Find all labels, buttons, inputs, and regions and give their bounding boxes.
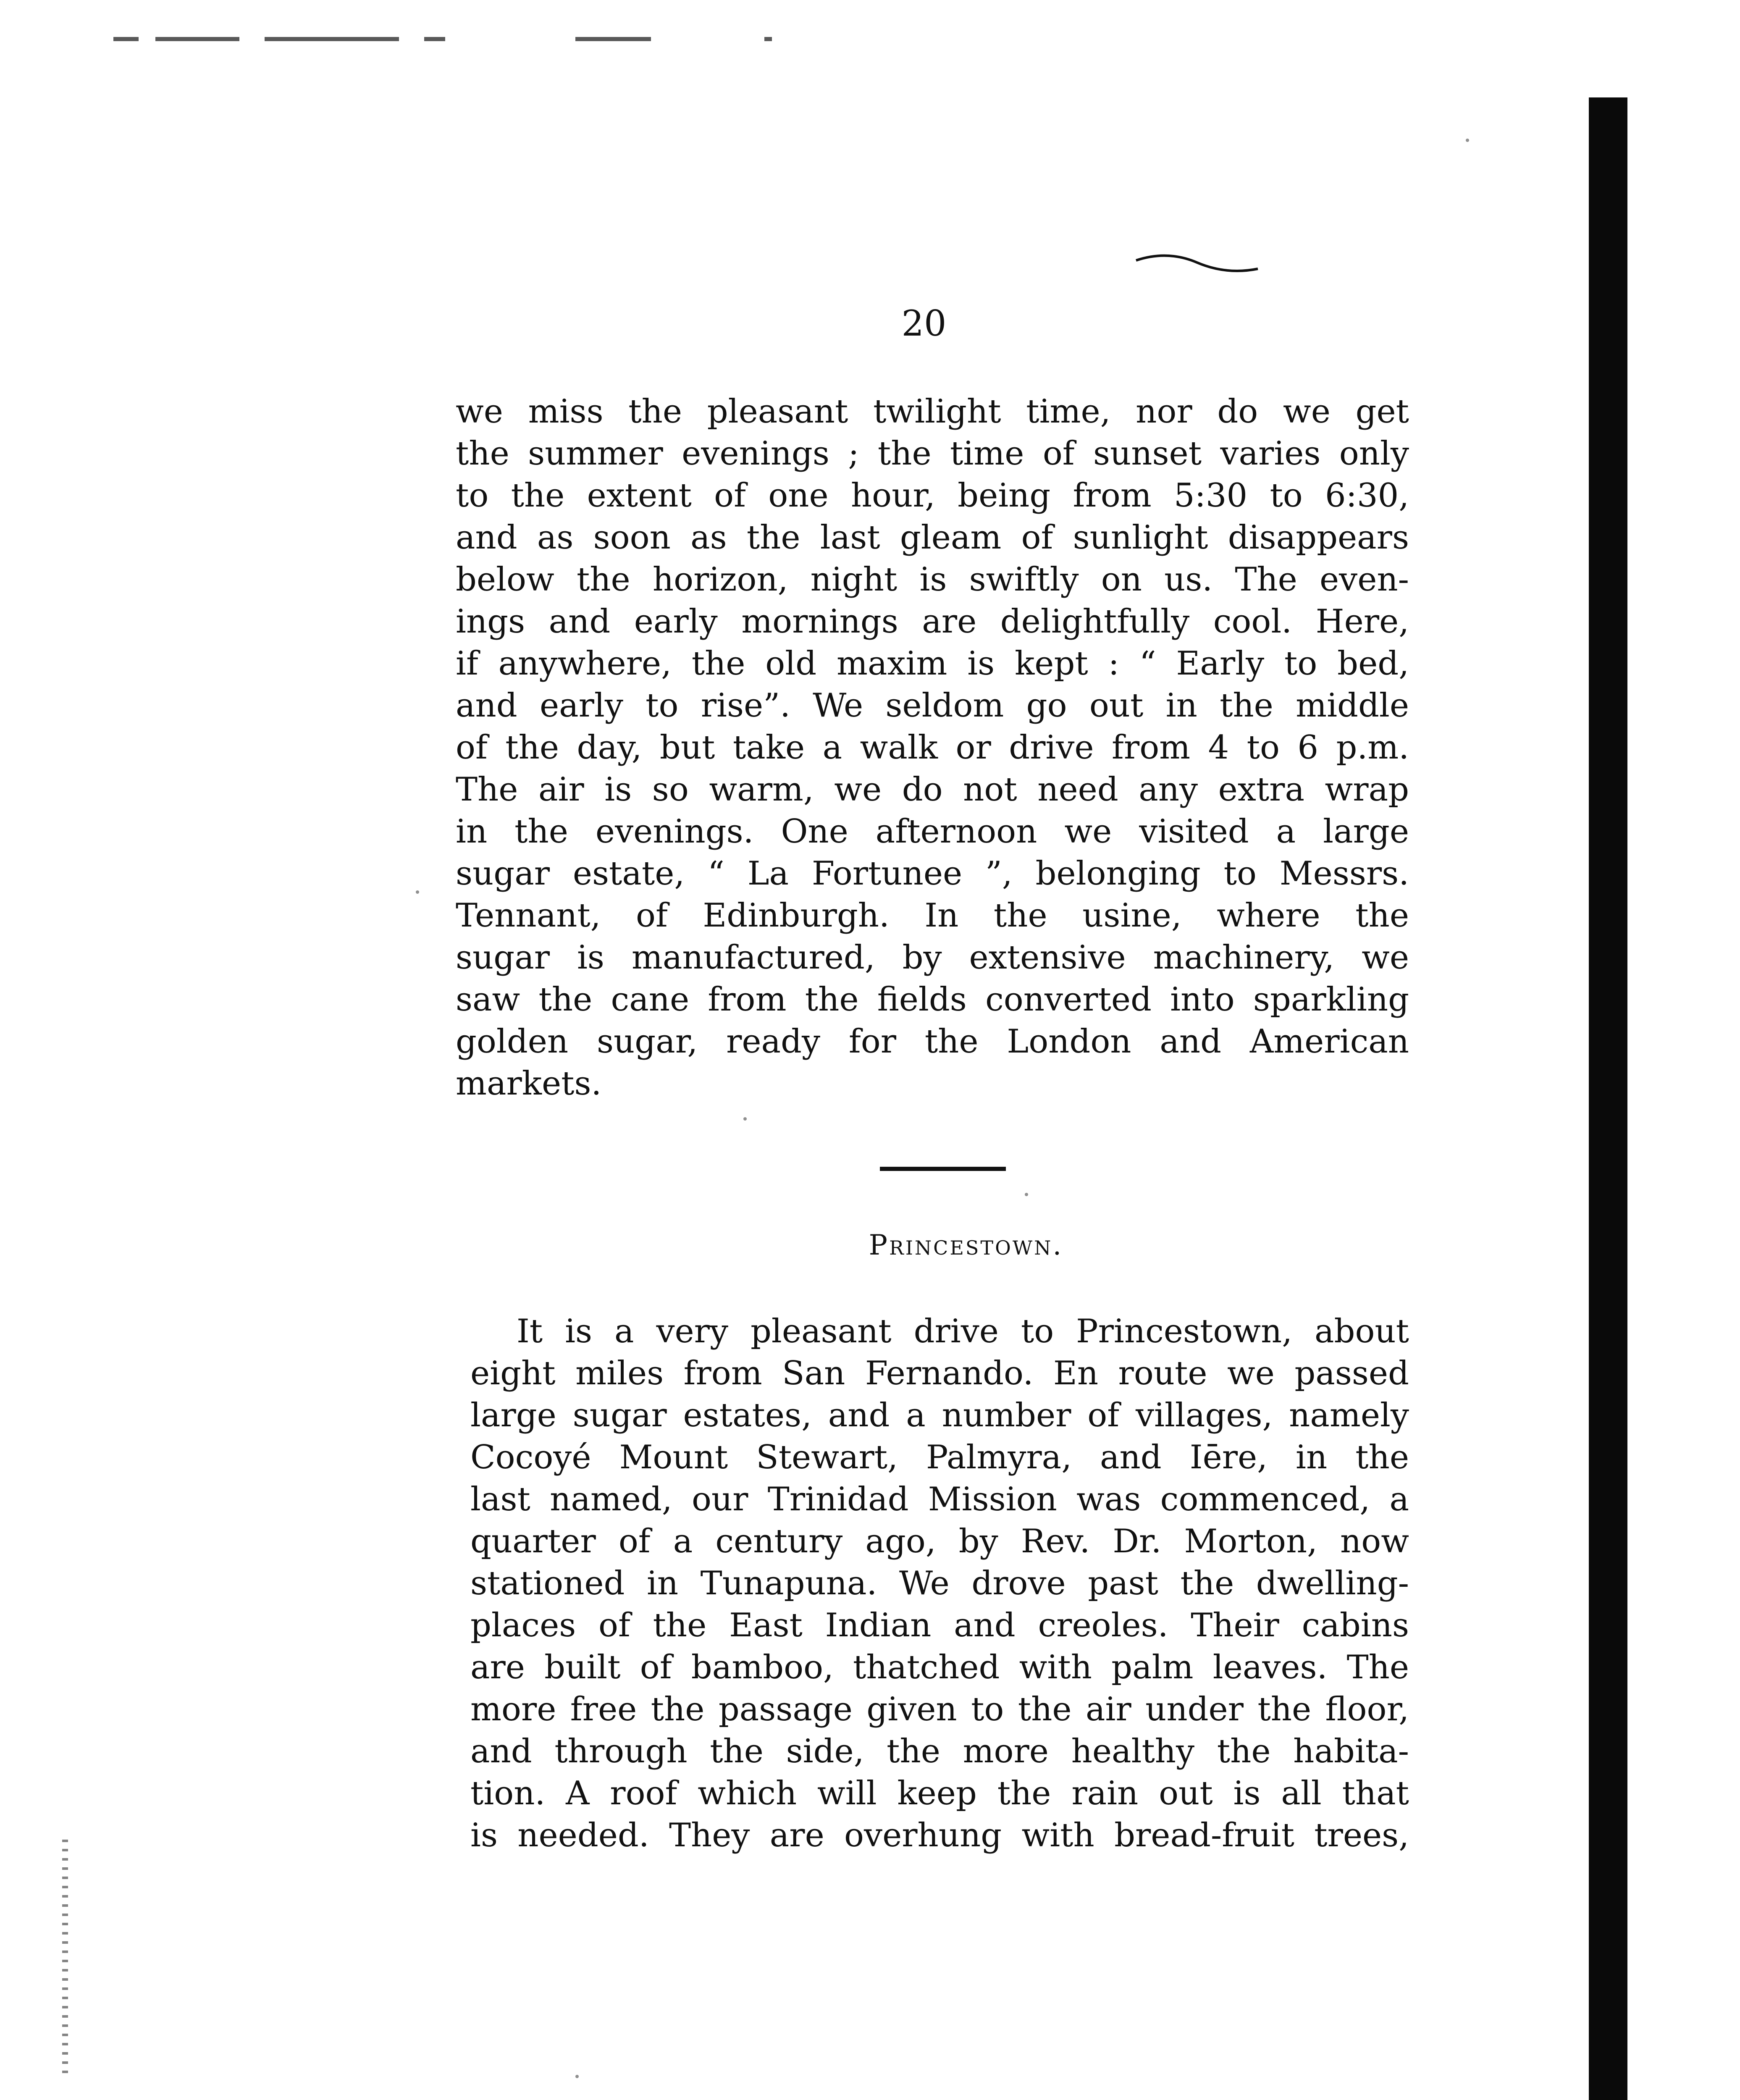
scan-smudge (265, 37, 399, 41)
text-line: last named, our Trinidad Mission was commenced, a (470, 1480, 1409, 1518)
text-line: more free the passage given to the air under the floor, (470, 1690, 1409, 1728)
text-line: saw the cane from the fields converted into sparkling (456, 981, 1409, 1018)
text-line: quarter of a century ago, by Rev. Dr. Morton, now (470, 1522, 1409, 1560)
body-paragraph-2 (470, 1310, 1409, 1856)
text-line: large sugar estates, and a number of villages, namely (470, 1396, 1409, 1434)
text-line: are built of bamboo, thatched with palm leaves. The (470, 1648, 1409, 1686)
text-line: is needed. They are overhung with bread-fruit trees, (470, 1816, 1409, 1854)
scan-speck (1025, 1193, 1028, 1196)
text-line: to the extent of one hour, being from 5:30 to 6:30, (456, 477, 1409, 514)
text-line: ings and early mornings are delightfully cool. Here, (456, 603, 1409, 640)
section-heading: Princestown. (869, 1229, 1063, 1261)
text-line: places of the East Indian and creoles. Their cabins (470, 1606, 1409, 1644)
scan-smudge (155, 37, 239, 41)
text-line: sugar estate, “ La Fortunee ”, belonging to Messrs. (456, 855, 1409, 892)
text-line: The air is so warm, we do not need any extra wrap (456, 771, 1409, 808)
text-line: and through the side, the more healthy the habita- (470, 1732, 1409, 1770)
text-line: sugar is manufactured, by extensive machinery, we (456, 939, 1409, 976)
scan-speck (575, 2075, 579, 2078)
text-line: stationed in Tunapuna. We drove past the dwelling- (470, 1564, 1409, 1602)
body-paragraph-1 (456, 391, 1409, 1105)
page-number: 20 (901, 303, 947, 344)
scan-smudge (764, 37, 772, 41)
scan-speck (743, 1117, 747, 1121)
text-line: eight miles from San Fernando. En route we passed (470, 1354, 1409, 1392)
scan-smudge (575, 37, 651, 41)
text-line: we miss the pleasant twilight time, nor do we get (456, 393, 1409, 430)
text-line: Cocoyé Mount Stewart, Palmyra, and Iēre, in the (470, 1438, 1409, 1476)
scan-speck (1466, 139, 1469, 142)
scan-speck (416, 890, 419, 894)
text-line: and early to rise”. We seldom go out in the middle (456, 687, 1409, 724)
text-line: Tennant, of Edinburgh. In the usine, where the (456, 897, 1409, 934)
book-binding-edge (1589, 97, 1627, 2100)
text-line: the summer evenings ; the time of sunset varies only (456, 435, 1409, 472)
scan-speckle (62, 1840, 68, 2075)
scan-smudge (113, 37, 139, 41)
text-line: markets. (456, 1065, 602, 1102)
section-divider (880, 1167, 1006, 1171)
text-line: in the evenings. One afternoon we visited a large (456, 813, 1409, 850)
text-line: below the horizon, night is swiftly on us. The even- (456, 561, 1409, 598)
text-line: and as soon as the last gleam of sunlight disappears (456, 519, 1409, 556)
text-line: if anywhere, the old maxim is kept : “ Early to bed, (456, 645, 1409, 682)
scan-smudge (424, 37, 445, 41)
text-line: golden sugar, ready for the London and American (456, 1023, 1409, 1060)
text-line: tion. A roof which will keep the rain out is all that (470, 1774, 1409, 1812)
pen-stroke-mark (1134, 252, 1260, 286)
text-line: It is a very pleasant drive to Princestown, about (517, 1312, 1409, 1350)
text-line: of the day, but take a walk or drive from 4 to 6 p.m. (456, 729, 1409, 766)
